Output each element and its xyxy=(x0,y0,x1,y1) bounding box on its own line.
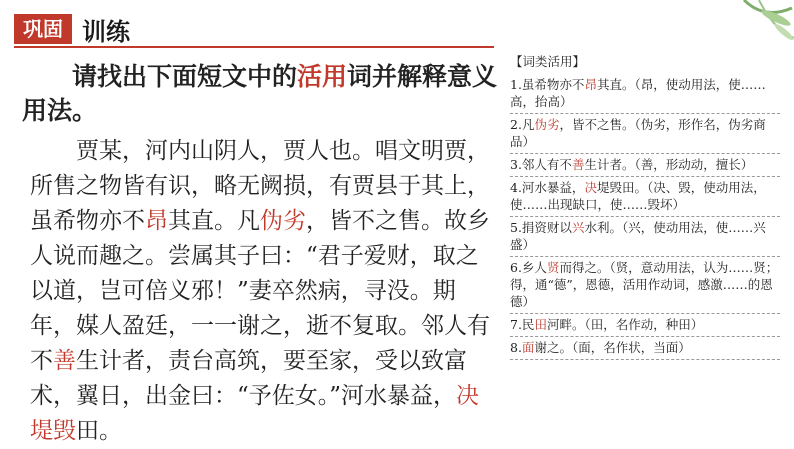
note-keyword: 贤 xyxy=(546,260,560,275)
passage-text: 其直。凡 xyxy=(168,208,260,234)
passage-text: 贾某，河内山阴人，贾人也。唱文明贾，所售之物皆有识，略无阙损，有贾县于其上，虽希物亦不 xyxy=(30,138,490,234)
highlighted-word: 伪劣 xyxy=(260,208,306,234)
note-item xyxy=(510,314,780,337)
note-item xyxy=(510,337,780,360)
highlighted-word: 决堤毁 xyxy=(30,383,480,444)
notes-list xyxy=(510,74,780,360)
bamboo-leaf-decoration xyxy=(724,0,794,60)
note-text: 1.虽希物亦不 xyxy=(510,77,585,92)
note-keyword: 面 xyxy=(521,340,535,355)
note-text: 其直。（昂，使动用法，使……高，抬高） xyxy=(510,77,766,109)
header-divider xyxy=(14,46,494,48)
note-item xyxy=(510,257,780,314)
passage-text: 田。 xyxy=(76,418,122,444)
note-item xyxy=(510,217,780,257)
classical-passage xyxy=(30,134,500,449)
note-text: ，皆不之售。（伪劣，形作名，伪劣商品） xyxy=(510,117,766,149)
note-keyword: 决 xyxy=(584,180,597,195)
note-item xyxy=(510,114,780,154)
note-text: 生计者。（善，形动动，擅长） xyxy=(584,157,754,172)
note-text: 6.乡人 xyxy=(510,260,547,275)
note-text: 3.邻人有不 xyxy=(510,157,572,172)
note-text: 而得之。（贤，意动用法，认为……贤；得，通“德”，恩德，活用作动词，感激……的恩德） xyxy=(510,260,779,309)
note-text: 7.民 xyxy=(510,317,535,332)
note-text: 水利。（兴，使动用法，使……兴盛） xyxy=(510,220,766,252)
note-text: 谢之。（面，名作状，当面） xyxy=(534,340,691,355)
note-text: 8. xyxy=(510,340,522,355)
note-item xyxy=(510,177,780,217)
note-keyword: 善 xyxy=(571,157,585,172)
note-text: 河畔。（田，名作动，种田） xyxy=(546,317,704,332)
instruction-highlight: 活用 xyxy=(297,62,348,91)
passage-text: ，皆不之售。故乡人说而趣之。尝属其子曰：“君子爱财，取之以道，岂可倍义邪！”妻卒然病，寻没。期年，媒人盈廷，一一谢之，逝不复取。邻人有不 xyxy=(30,208,490,374)
section-badge: 巩固 xyxy=(14,14,72,44)
instruction-after: 词并解释意义用法。 xyxy=(22,62,498,125)
instruction-before: 请找出下面短文中的 xyxy=(72,62,298,91)
passage-text: 生计者，责台高筑，要至家，受以致富术，翼日，出金曰：“予佐女。”河水暴益， xyxy=(30,348,467,409)
note-text: 4.河水暴益， xyxy=(510,180,585,195)
highlighted-word: 昂 xyxy=(145,208,168,234)
instruction-text xyxy=(22,60,502,128)
note-keyword: 昂 xyxy=(584,77,597,92)
note-text: 堤毁田。（决、毁，使动用法，使……出现缺口，使……毁坏） xyxy=(510,180,766,212)
section-title: 训练 xyxy=(82,18,130,46)
highlighted-word: 善 xyxy=(53,348,76,374)
note-text: 5.捐资财以 xyxy=(510,220,572,235)
notes-panel xyxy=(510,52,780,360)
note-keyword: 兴 xyxy=(571,220,585,235)
note-keyword: 伪劣 xyxy=(534,117,560,132)
note-text: 2.凡 xyxy=(510,117,535,132)
note-item xyxy=(510,154,780,177)
notes-title: 【词类活用】 xyxy=(510,54,586,69)
note-item xyxy=(510,74,780,114)
note-keyword: 田 xyxy=(534,317,547,332)
